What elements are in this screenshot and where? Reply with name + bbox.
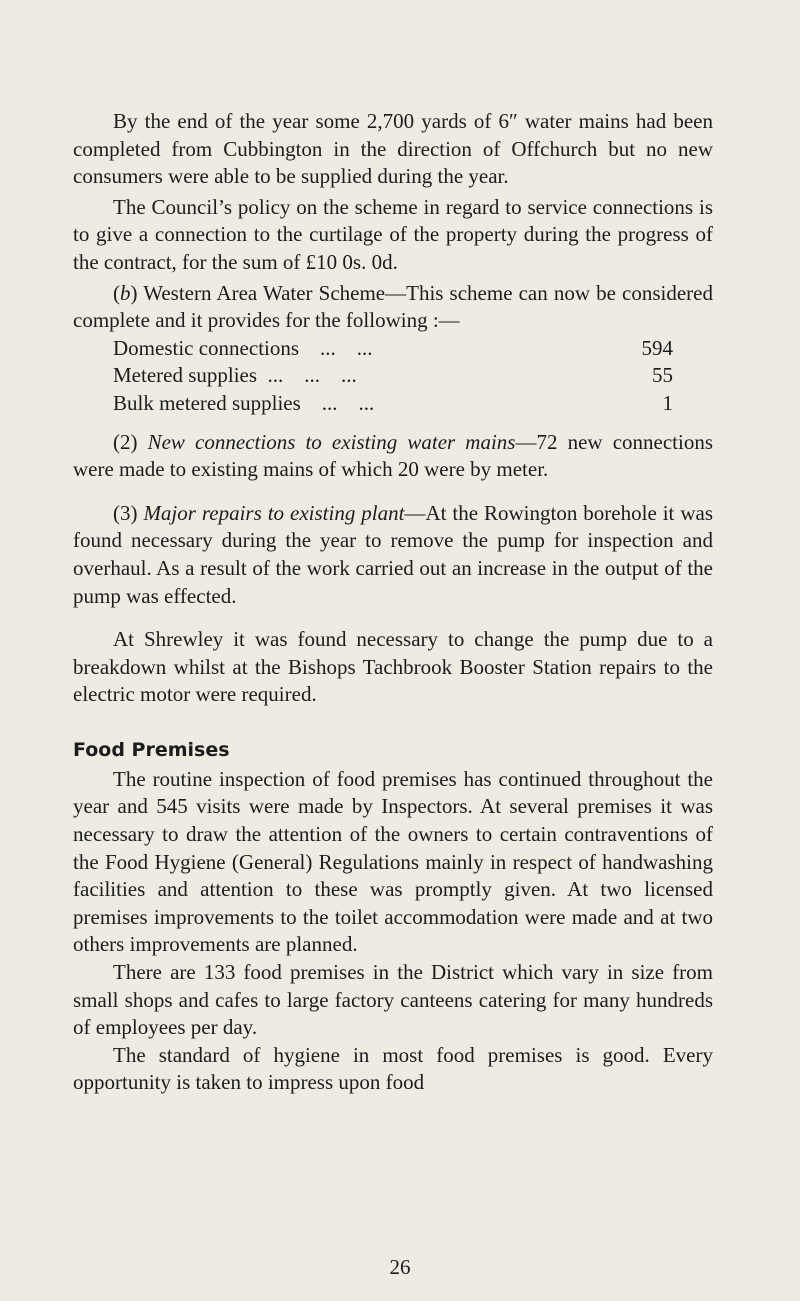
item-label-b: (b) <box>113 280 138 305</box>
item-number: (2) <box>113 429 148 454</box>
list-item <box>73 390 673 418</box>
paragraph-shrewley: At Shrewley it was found necessary to change the pump due to a breakdown whilst at the Bishops Tachbrook Booster Station repairs to the electric motor were required. <box>73 627 713 707</box>
section-heading-food-premises: Food Premises <box>73 738 230 761</box>
connections-list <box>73 335 713 418</box>
connection-value: 55 <box>652 363 673 388</box>
connection-value: 1 <box>662 390 673 415</box>
connection-label: Bulk metered supplies ... ... <box>113 390 375 415</box>
item-text: —72 new connections were made to existing mains of which 20 were by meter. <box>73 429 714 482</box>
page-number: 26 <box>389 1255 411 1279</box>
western-area-text: Western Area Water Scheme—This scheme can now be considered complete and it provides for the following :— <box>73 280 713 333</box>
item-text: —At the Rowington borehole it was found necessary during the year to remove the pump for inspection and overhaul. As a result of the work carried out an increase in the output of the pump was effected. <box>73 500 713 608</box>
list-item <box>73 362 673 390</box>
connection-value: 594 <box>641 335 673 360</box>
paragraph-offchurch-mains: By the end of the year some 2,700 yards of 6″ water mains had been completed from Cubbington in the direction of Offchurch but no new consumers were able to be supplied during the year. <box>73 109 713 189</box>
paragraph-routine-inspection: The routine inspection of food premises has continued throughout the year and 545 visits were made by Inspectors. At several premises it was necessary to draw the attention of the owners to certain contraventions of the Food Hygiene (General) Regulations mainly in respect of handwashing facilities and attention to these was promptly given. At two licensed premises improvements to the toilet accommodation were made and at two others improvements are planned. <box>73 766 713 957</box>
paragraph-council-policy: The Council’s policy on the scheme in regard to service connections is to give a connection to the curtilage of the property during the progress of the contract, for the sum of £10 0s. 0d. <box>73 194 713 274</box>
paragraph-hygiene-standard: The standard of hygiene in most food premises is good. Every opportunity is taken to impress upon food <box>73 1042 713 1095</box>
item-title: Major repairs to existing plant <box>143 500 405 525</box>
document-page <box>73 108 713 1097</box>
list-item <box>73 335 673 363</box>
item-title: New connections to existing water mains <box>147 429 516 454</box>
paragraph-major-repairs <box>73 500 713 610</box>
paragraph-food-premises-count: There are 133 food premises in the District which vary in size from small shops and cafes to large factory canteens catering for many hundreds of employees per day. <box>73 960 713 1040</box>
paragraph-new-connections <box>73 429 713 484</box>
paragraph-western-area-scheme <box>73 280 713 335</box>
connection-label: Domestic connections ... ... <box>113 335 373 360</box>
connection-label: Metered supplies ... ... ... <box>113 363 357 388</box>
item-number: (3) <box>113 500 144 525</box>
